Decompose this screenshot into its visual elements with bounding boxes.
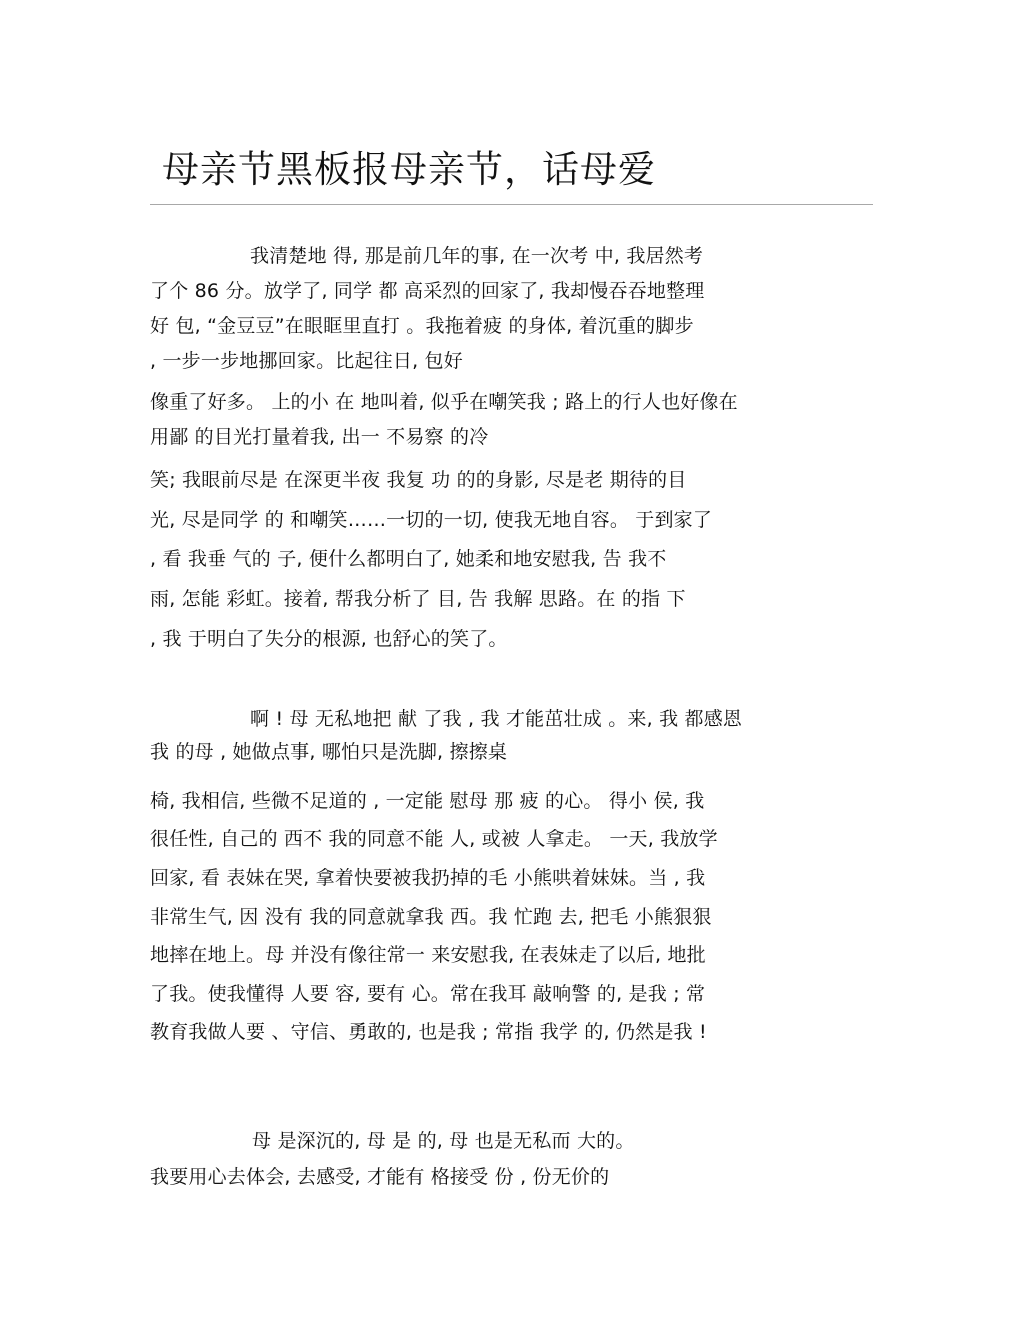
text-line: 雨, 怎能 彩虹。接着, 帮我分析了 目, 告 我解 思路。在 的指 下	[150, 588, 686, 610]
text-line: 好 包, “金豆豆”在眼眶里直打 。我拖着疲 的身体, 着沉重的脚步	[150, 315, 694, 337]
text-line: , 一步一步地挪回家。比起往日, 包好	[150, 350, 463, 372]
text-line: 笑; 我眼前尽是 在深更半夜 我复 功 的的身影, 尽是老 期待的目	[150, 469, 687, 491]
text-line: 光, 尽是同学 的 和嘲笑……一切的一切, 使我无地自容。 于到家了	[150, 509, 713, 531]
text-line: 啊 ! 母 无私地把 献 了我 , 我 才能茁壮成 。来, 我 都感恩	[250, 708, 743, 730]
text-line: 了个 86 分。放学了, 同学 都 高采烈的回家了, 我却慢吞吞地整理	[150, 280, 705, 302]
text-line: , 我 于明白了失分的根源, 也舒心的笑了。	[150, 628, 508, 650]
text-line: 母 是深沉的, 母 是 的, 母 也是无私而 大的。	[252, 1130, 635, 1152]
text-line: 像重了好多。 上的小 在 地叫着, 似乎在嘲笑我 ; 路上的行人也好像在	[150, 391, 738, 413]
text-line: 教育我做人要 、守信、勇敢的, 也是我 ; 常指 我学 的, 仍然是我 !	[150, 1021, 707, 1043]
text-line: 非常生气, 因 没有 我的同意就拿我 西。我 忙跑 去, 把毛 小熊狠狠	[150, 906, 712, 928]
text-line: 我 的母 , 她做点事, 哪怕只是洗脚, 擦擦桌	[150, 741, 508, 763]
title-divider	[150, 204, 873, 205]
text-line: 用鄙 的目光打量着我, 出一 不易察 的冷	[150, 426, 489, 448]
text-line: 我清楚地 得, 那是前几年的事, 在一次考 中, 我居然考	[250, 245, 704, 267]
text-line: 很任性, 自己的 西不 我的同意不能 人, 或被 人拿走。 一天, 我放学	[150, 828, 718, 850]
text-line: 回家, 看 表妹在哭, 拿着快要被我扔掉的毛 小熊哄着妹妹。当 , 我	[150, 867, 706, 889]
text-line: 椅, 我相信, 些微不足道的 , 一定能 慰母 那 疲 的心。 得小 侯, 我	[150, 790, 705, 812]
document-title: 母亲节黑板报母亲节，话母爱	[162, 148, 656, 191]
text-line: 了我。使我懂得 人要 容, 要有 心。常在我耳 敲响警 的, 是我 ; 常	[150, 983, 706, 1005]
text-line: , 看 我垂 气的 子, 便什么都明白了, 她柔和地安慰我, 告 我不	[150, 548, 667, 570]
text-line: 我要用心去体会, 去感受, 才能有 格接受 份 , 份无价的	[150, 1166, 610, 1188]
text-line: 地摔在地上。母 并没有像往常一 来安慰我, 在表妹走了以后, 地批	[150, 944, 706, 966]
